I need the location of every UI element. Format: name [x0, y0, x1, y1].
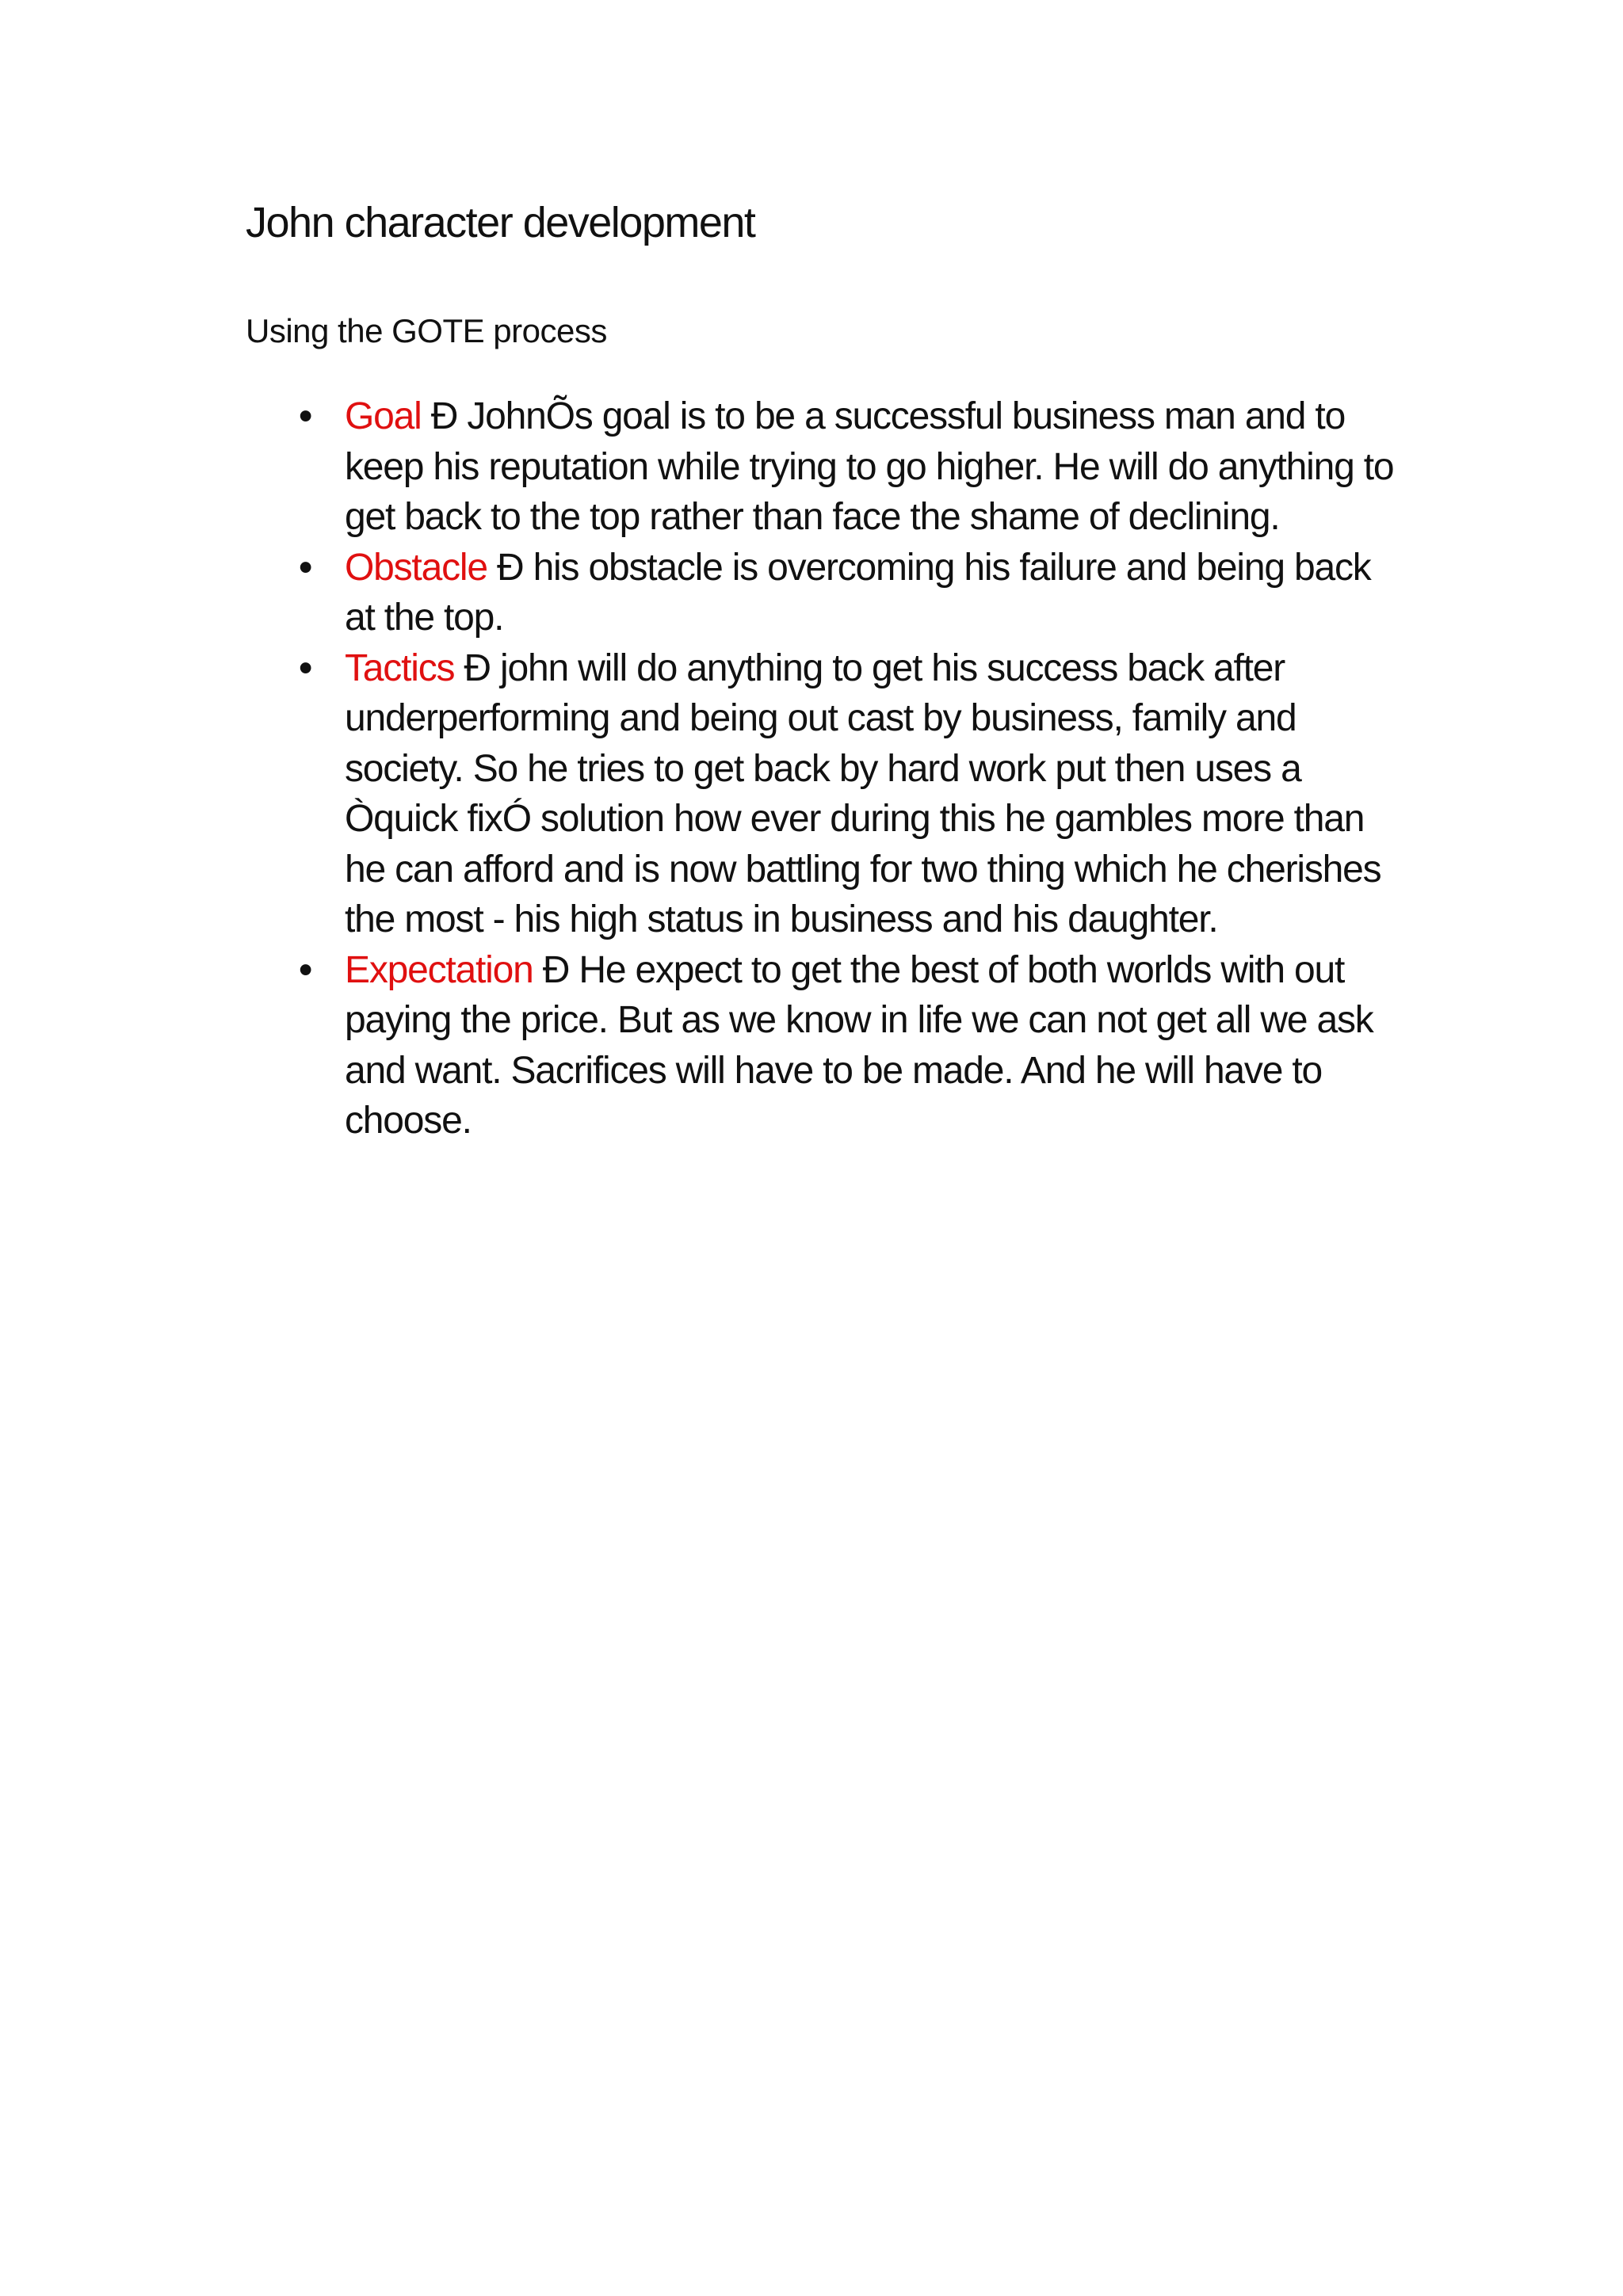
- list-item-tactics: [299, 643, 1399, 945]
- item-text: Ð He expect to get the best of both worlds with out paying the price. But as we know in life we can not get all we ask and want. Sacrifices will have to be made. And he will have to choose.: [345, 948, 1373, 1142]
- item-text: Ð john will do anything to get his success back after underperforming and being out cast by business, family and society. So he tries to get back by hard work put then uses a Òquick fixÓ solution how ever during this he gambles more than he can afford and is now battling for two thing which he cherishes the most - his high status in business and his daughter.: [345, 646, 1381, 940]
- bullet-icon: •: [299, 395, 311, 437]
- list-item-obstacle: [299, 543, 1399, 643]
- page-subtitle: Using the GOTE process: [246, 312, 607, 349]
- list-item-goal: [299, 391, 1399, 543]
- item-term: Tactics: [345, 646, 455, 689]
- item-term: Obstacle: [345, 546, 487, 589]
- page-title: John character development: [246, 199, 755, 246]
- bullet-icon: •: [299, 546, 311, 589]
- item-text: Ð his obstacle is overcoming his failure and being back at the top.: [345, 546, 1371, 639]
- list-item-expectation: [299, 945, 1399, 1146]
- bullet-icon: •: [299, 646, 311, 689]
- gote-list: [299, 391, 1399, 1146]
- item-term: Expectation: [345, 948, 533, 991]
- bullet-icon: •: [299, 948, 311, 991]
- item-text: Ð JohnÕs goal is to be a successful business man and to keep his reputation while trying to go higher. He will do anything to get back to the top rather than face the shame of declining.: [345, 395, 1394, 538]
- item-term: Goal: [345, 395, 422, 437]
